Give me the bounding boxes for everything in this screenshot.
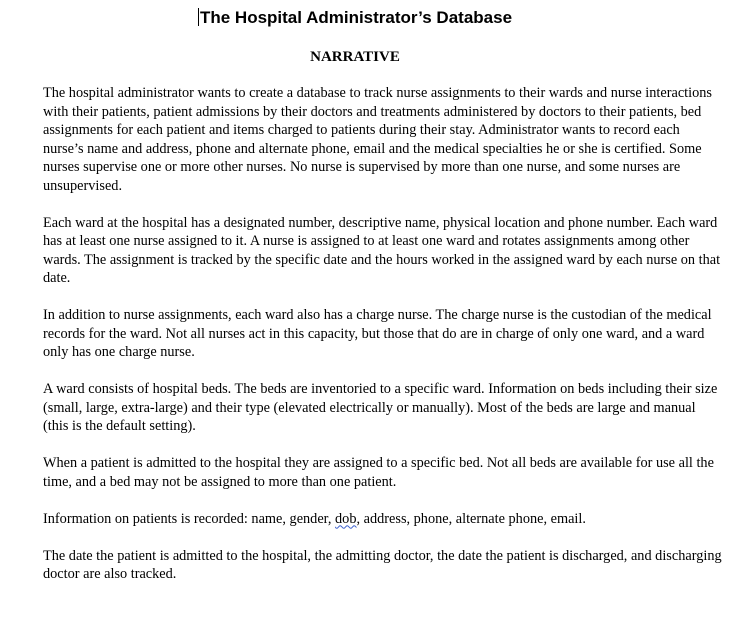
paragraph-overview: The hospital administrator wants to create a database to track nurse assignments to their wards and nurse interactions with their patients, patient admissions by their doctors and treatments administered by doctors to their patients, bed assignments for each patient and items charged to patients during their stay. Administrator wants to record each nurse’s name and address, phone and alternate phone, email and the medical specialties he or she is certified. Some nurses supervise one or more other nurses. No nurse is supervised by more than one nurse, and some nurses are unsupervised. xyxy=(43,85,712,194)
document-title-text: The Hospital Administrator’s Database xyxy=(199,8,513,27)
paragraph-admission: When a patient is admitted to the hospital they are assigned to a specific bed. Not all beds are available for use all the time, and a bed may not be assigned to more than one patient. xyxy=(43,455,714,490)
paragraph-tracking: The date the patient is admitted to the hospital, the admitting doctor, the date the patient is discharged, and discharging doctor are also tracked. xyxy=(43,547,722,582)
patient-info-text-before: Information on patients is recorded: name, gender, xyxy=(43,510,336,527)
section-heading: NARRATIVE xyxy=(310,49,400,65)
paragraph-beds: A ward consists of hospital beds. The beds are inventoried to a specific ward. Information on beds including their size (small, large, extra-large) and their type (elevated electrically or manually). Most of the beds are large and manual (this is the default setting). xyxy=(43,381,718,434)
narrative-body xyxy=(43,84,723,602)
paragraph-patient-info xyxy=(43,510,723,529)
paragraph-wards: Each ward at the hospital has a designated number, descriptive name, physical location and phone number. Each ward has at least one nurse assigned to it. A nurse is assigned to at least one ward and rotates assignments among other wards. The assignment is tracked by the specific date and the hours worked in the assigned ward by each nurse on that date. xyxy=(43,214,721,286)
paragraph-charge-nurse: In addition to nurse assignments, each ward also has a charge nurse. The charge nurse is the custodian of the medical records for the ward. Not all nurses act in this capacity, but those that do are in charge of only one ward, and a ward only has one charge nurse. xyxy=(43,307,712,360)
patient-info-text-after: , address, phone, alternate phone, email. xyxy=(356,510,586,527)
spelling-flagged-word[interactable]: dob xyxy=(335,510,357,527)
text-cursor xyxy=(198,8,199,26)
document-title xyxy=(0,7,710,29)
